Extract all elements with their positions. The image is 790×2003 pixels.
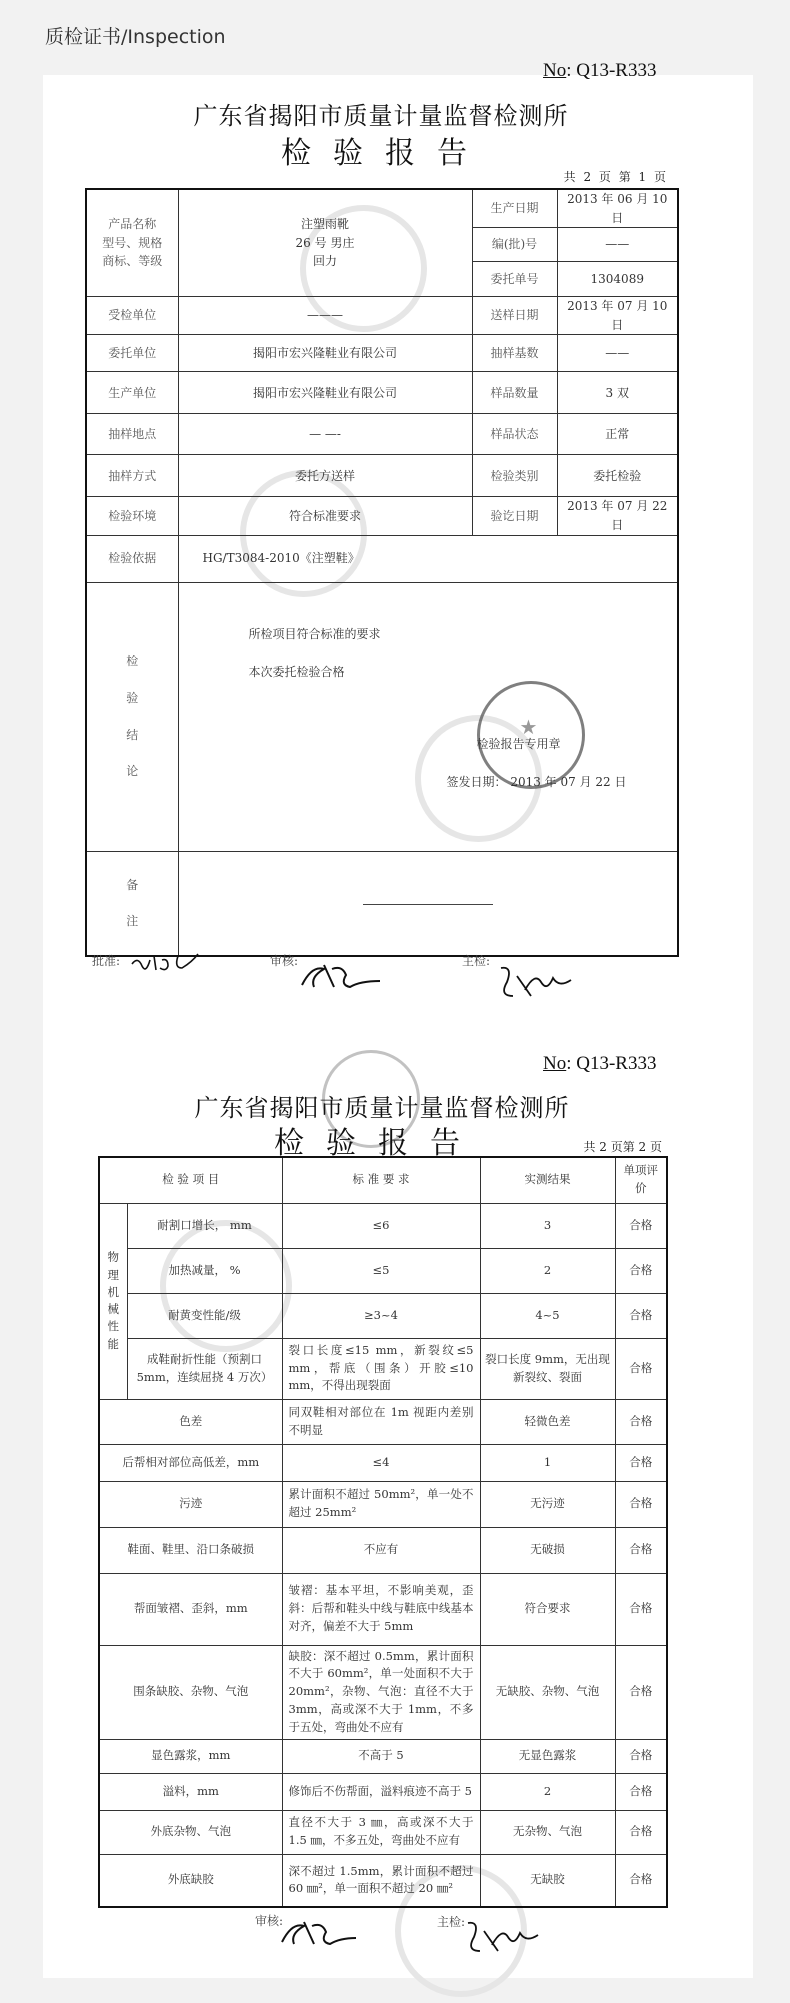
conclusion-line: 所检项目符合标准的要求 xyxy=(248,626,381,641)
table-row xyxy=(86,455,678,497)
reviewer-label: 审核: xyxy=(255,1914,284,1928)
item-name: 成鞋耐折性能（预割口 5mm，连续屈挠 4 万次） xyxy=(127,1338,282,1399)
table-row xyxy=(99,1810,667,1854)
item-name: 外底缺胶 xyxy=(99,1854,282,1907)
official-seal-icon: ★ xyxy=(477,681,585,789)
group-label-char: 械 xyxy=(107,1302,119,1316)
column-header-verdict: 单项评价 xyxy=(615,1157,667,1203)
remarks-label: 备 注 xyxy=(86,851,178,956)
standard-requirement: ≤6 xyxy=(282,1203,480,1248)
inspector-label: 主检: xyxy=(437,1915,466,1929)
row-label: 验讫日期 xyxy=(472,497,557,535)
verdict: 合格 xyxy=(615,1854,667,1907)
row-label: 委托单位 xyxy=(86,335,178,372)
standard-requirement: 缺胶：深不超过 0.5mm，累计面积不大于 60mm²，单一处面积不大于 20mm²，杂物、气泡：直径不大于 3mm，高或深不大于 1mm，不多于五处，弯曲处不应有 xyxy=(282,1645,480,1739)
verdict: 合格 xyxy=(615,1444,667,1481)
item-name: 加热减量， % xyxy=(127,1248,282,1293)
verdict: 合格 xyxy=(615,1248,667,1293)
table-row xyxy=(86,497,678,535)
row-label: 生产单位 xyxy=(86,372,178,414)
row-value: 委托检验 xyxy=(557,455,678,497)
inspector-signature-icon xyxy=(495,960,580,1002)
standard-requirement: 累计面积不超过 50mm²，单一处不超过 25mm² xyxy=(282,1481,480,1527)
table-row xyxy=(99,1399,667,1444)
row-value: 符合标准要求 xyxy=(178,497,472,535)
group-label-char: 性 xyxy=(107,1319,119,1334)
row-value: ——— xyxy=(178,297,472,335)
row-label: 样品状态 xyxy=(472,414,557,455)
group-label-char: 物 xyxy=(107,1250,119,1265)
verdict: 合格 xyxy=(615,1338,667,1399)
table-row xyxy=(99,1854,667,1907)
standard-requirement: 不应有 xyxy=(282,1527,480,1573)
table-row xyxy=(99,1203,667,1248)
item-name: 鞋面、鞋里、沿口条破损 xyxy=(99,1527,282,1573)
verdict: 合格 xyxy=(615,1527,667,1573)
table-row xyxy=(99,1645,667,1739)
measured-result: 3 xyxy=(480,1203,615,1248)
report-title: 检验报告 xyxy=(281,136,489,171)
column-header-standard: 标 准 要 求 xyxy=(282,1157,480,1203)
standard-requirement: 直径不大于 3 ㎜，高或深不大于 1.5 ㎜，不多五处，弯曲处不应有 xyxy=(282,1810,480,1854)
inspector-label: 主检: xyxy=(462,954,491,968)
reviewer-label: 审核: xyxy=(270,954,299,968)
item-name: 帮面皱褶、歪斜，mm xyxy=(99,1573,282,1645)
row-label: 受检单位 xyxy=(86,297,178,335)
standard-requirement: 不高于 5 xyxy=(282,1739,480,1773)
approver-signature-icon xyxy=(128,950,203,976)
standard-requirement: 深不超过 1.5mm，累计面积不超过 60 ㎜²，单一面积不超过 20 ㎜² xyxy=(282,1854,480,1907)
table-row xyxy=(99,1293,667,1338)
batch-number-value: —— xyxy=(557,228,678,262)
reviewer-signature-icon xyxy=(298,955,388,995)
item-name: 后帮相对部位高低差，mm xyxy=(99,1444,282,1481)
table-row xyxy=(99,1338,667,1399)
measured-result: 符合要求 xyxy=(480,1573,615,1645)
standard-requirement: 修饰后不伤帮面，溢料痕迹不高于 5 xyxy=(282,1773,480,1810)
row-label: 样品数量 xyxy=(472,372,557,414)
verdict: 合格 xyxy=(615,1739,667,1773)
verdict: 合格 xyxy=(615,1773,667,1810)
order-number-value: 1304089 xyxy=(557,262,678,297)
row-label: 送样日期 xyxy=(472,297,557,335)
row-label: 抽样方式 xyxy=(86,455,178,497)
item-name: 显色露浆，mm xyxy=(99,1739,282,1773)
item-name: 外底杂物、气泡 xyxy=(99,1810,282,1854)
report-info-table xyxy=(85,188,679,957)
organization-name: 广东省揭阳市质量计量监督检测所 xyxy=(194,1094,570,1122)
table-row xyxy=(99,1739,667,1773)
verdict: 合格 xyxy=(615,1645,667,1739)
report-title: 检验报告 xyxy=(274,1126,482,1161)
measured-result: 无杂物、气泡 xyxy=(480,1810,615,1854)
row-value: 揭阳市宏兴隆鞋业有限公司 xyxy=(178,335,472,372)
verdict: 合格 xyxy=(615,1399,667,1444)
measured-result: 轻微色差 xyxy=(480,1399,615,1444)
group-label xyxy=(99,1203,127,1399)
table-row xyxy=(99,1444,667,1481)
standard-requirement: 同双鞋相对部位在 1m 视距内差别不明显 xyxy=(282,1399,480,1444)
standard-requirement: ≤5 xyxy=(282,1248,480,1293)
production-date-label: 生产日期 xyxy=(472,189,557,228)
table-row xyxy=(86,535,678,582)
standard-requirement: ≥3~4 xyxy=(282,1293,480,1338)
remarks-cell xyxy=(178,851,678,956)
column-header-item: 检 验 项 目 xyxy=(99,1157,282,1203)
verdict: 合格 xyxy=(615,1810,667,1854)
table-row xyxy=(86,297,678,335)
row-label: 检验类别 xyxy=(472,455,557,497)
basis-value: HG/T3084-2010《注塑鞋》 xyxy=(178,535,678,582)
standard-requirement: 裂口长度≤15 mm，新裂纹≤5 mm，帮底（围条）开胶≤10 mm，不得出现裂面 xyxy=(282,1338,480,1399)
table-row xyxy=(86,414,678,455)
table-header-row xyxy=(99,1157,667,1203)
row-value: —— xyxy=(557,335,678,372)
row-label: 检验环境 xyxy=(86,497,178,535)
measured-result: 无缺胶、杂物、气泡 xyxy=(480,1645,615,1739)
verdict: 合格 xyxy=(615,1573,667,1645)
organization-name: 广东省揭阳市质量计量监督检测所 xyxy=(193,102,569,130)
group-label-char: 机 xyxy=(107,1284,119,1299)
row-value: — —- xyxy=(178,414,472,455)
measured-result: 无破损 xyxy=(480,1527,615,1573)
issue-date: 签发日期： 2013 年 07 月 22 日 xyxy=(446,774,627,789)
column-header-result: 实测结果 xyxy=(480,1157,615,1203)
approver-label: 批准: xyxy=(92,954,121,968)
verdict: 合格 xyxy=(615,1203,667,1248)
product-label: 产品名称 型号、规格 商标、等级 xyxy=(86,189,178,297)
stamp-text: 检验报告专用章 xyxy=(476,736,561,751)
report-number: No: Q13-R333 xyxy=(543,60,657,81)
item-name: 围条缺胶、杂物、气泡 xyxy=(99,1645,282,1739)
measured-result: 2 xyxy=(480,1248,615,1293)
table-row xyxy=(86,372,678,414)
item-name: 色差 xyxy=(99,1399,282,1444)
measured-result: 2 xyxy=(480,1773,615,1810)
row-value: 2013 年 07 月 22 日 xyxy=(557,497,678,535)
item-name: 耐割口增长， mm xyxy=(127,1203,282,1248)
conclusion-line: 本次委托检验合格 xyxy=(248,664,345,679)
table-row xyxy=(99,1527,667,1573)
standard-requirement: 皱褶：基本平坦，不影响美观，歪斜：后帮和鞋头中线与鞋底中线基本对齐，偏差不大于 5mm xyxy=(282,1573,480,1645)
group-label-char: 理 xyxy=(107,1267,119,1282)
measured-result: 1 xyxy=(480,1444,615,1481)
item-name: 污迹 xyxy=(99,1481,282,1527)
measured-result: 无污迹 xyxy=(480,1481,615,1527)
row-label: 抽样地点 xyxy=(86,414,178,455)
row-value: 正常 xyxy=(557,414,678,455)
inspector-signature-icon xyxy=(462,1915,547,1957)
verdict: 合格 xyxy=(615,1293,667,1338)
batch-number-label: 编(批)号 xyxy=(472,228,557,262)
reviewer-signature-icon xyxy=(278,1912,363,1952)
table-row xyxy=(99,1773,667,1810)
row-value: 2013 年 07 月 10 日 xyxy=(557,297,678,335)
conclusion-cell xyxy=(178,582,678,851)
row-value: 委托方送样 xyxy=(178,455,472,497)
measured-result: 裂口长度 9mm，无出现新裂纹、裂面 xyxy=(480,1338,615,1399)
verdict: 合格 xyxy=(615,1481,667,1527)
table-row xyxy=(86,335,678,372)
measured-result: 4~5 xyxy=(480,1293,615,1338)
row-value: 3 双 xyxy=(557,372,678,414)
product-value: 注塑雨靴 26 号 男庄 回力 xyxy=(178,189,472,297)
basis-label: 检验依据 xyxy=(86,535,178,582)
inspection-results-table xyxy=(98,1156,668,1908)
row-value: 揭阳市宏兴隆鞋业有限公司 xyxy=(178,372,472,414)
standard-requirement: ≤4 xyxy=(282,1444,480,1481)
group-label-char: 能 xyxy=(107,1336,119,1351)
report-number: No: Q13-R333 xyxy=(543,1053,657,1074)
item-name: 耐黄变性能/级 xyxy=(127,1293,282,1338)
item-name: 溢料，mm xyxy=(99,1773,282,1810)
table-row xyxy=(99,1481,667,1527)
table-row xyxy=(99,1248,667,1293)
page-info: 共 2 页第 2 页 xyxy=(583,1140,662,1154)
page-info: 共 2 页 第 1 页 xyxy=(563,170,668,184)
row-label: 抽样基数 xyxy=(472,335,557,372)
page-heading: 质检证书/Inspection xyxy=(45,26,226,48)
remarks-dash xyxy=(363,904,493,905)
order-number-label: 委托单号 xyxy=(472,262,557,297)
conclusion-label: 检 验 结 论 xyxy=(86,582,178,851)
measured-result: 无缺胶 xyxy=(480,1854,615,1907)
table-row xyxy=(99,1573,667,1645)
production-date-value: 2013 年 06 月 10 日 xyxy=(557,189,678,228)
measured-result: 无显色露浆 xyxy=(480,1739,615,1773)
